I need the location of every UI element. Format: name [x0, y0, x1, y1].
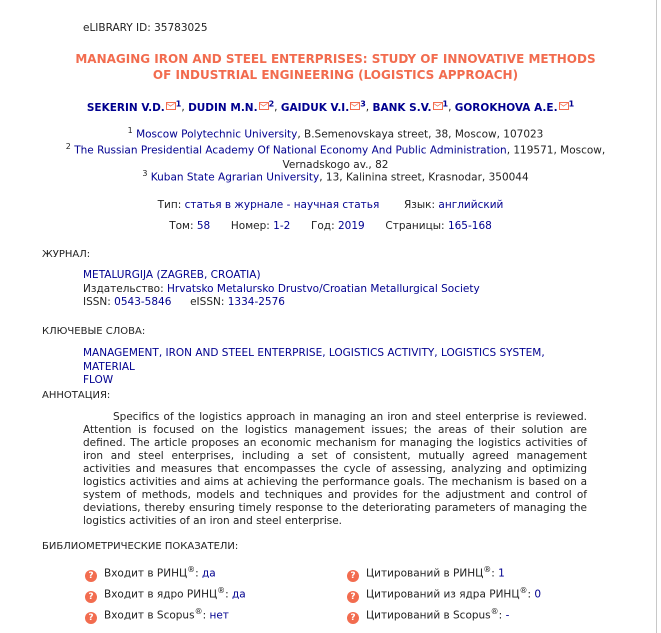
issn-value: 0543-5846	[114, 296, 172, 308]
pages-label: Страницы:	[385, 220, 445, 232]
affiliation-sup: 3	[142, 169, 148, 178]
biblio-label: Цитирований в Scopus	[366, 609, 491, 622]
biblio-left-1	[85, 586, 246, 603]
affiliation-address: , B.Semenovskaya street, 38, Moscow, 107023	[297, 128, 544, 141]
registered-mark: ®	[519, 586, 528, 595]
eissn-value: 1334-2576	[227, 296, 285, 308]
biblio-sep: :	[498, 609, 503, 622]
biblio-sep: :	[202, 609, 207, 622]
biblio-label: Входит в Scopus	[104, 609, 195, 622]
biblio-left-2	[85, 607, 229, 624]
biblio-value: да	[202, 567, 216, 580]
affiliation-address: , 13, Kalinina street, Krasnodar, 350044	[319, 171, 529, 184]
author-item[interactable]	[280, 99, 366, 114]
author-item[interactable]	[454, 99, 575, 114]
biblio-sep: :	[195, 567, 199, 580]
journal-heading: ЖУРНАЛ:	[42, 249, 91, 260]
author-item[interactable]	[372, 99, 449, 114]
biblio-label: Цитирований из ядра РИНЦ	[366, 588, 520, 601]
author-affil-sup: 3	[360, 99, 366, 108]
author-item[interactable]	[86, 99, 182, 114]
pages-value: 165-168	[447, 220, 492, 232]
registered-mark: ®	[187, 565, 196, 574]
help-question-icon[interactable]: ?	[347, 612, 359, 624]
mail-icon[interactable]	[259, 102, 269, 110]
scrollbar-edge	[656, 0, 657, 633]
journal-name-link[interactable]: METALURGIJA (ZAGREB, CROATIA)	[83, 269, 261, 281]
abstract-heading: АННОТАЦИЯ:	[42, 390, 111, 401]
title-line-1: MANAGING IRON AND STEEL ENTERPRISES: STUDY OF INNOVATIVE METHODS	[75, 52, 596, 66]
help-question-icon[interactable]: ?	[85, 591, 97, 603]
author-link[interactable]: GOROKHOVA A.E.	[454, 101, 558, 114]
keywords-list[interactable]	[83, 347, 571, 388]
number-value[interactable]: 1-2	[273, 220, 291, 232]
type-language-line	[0, 199, 661, 211]
affiliation-org-link[interactable]: The Russian Presidential Academy Of National Economy And Public Administration	[74, 144, 507, 157]
help-question-icon[interactable]: ?	[347, 570, 359, 582]
eissn-label: eISSN:	[190, 296, 225, 308]
author-link[interactable]: SEKERIN V.D.	[86, 101, 165, 114]
mail-icon[interactable]	[433, 102, 443, 110]
biblio-right-0	[347, 565, 505, 582]
affiliation-org-link[interactable]: Kuban State Agrarian University	[150, 171, 320, 184]
biblio-value: да	[232, 588, 246, 601]
mail-icon[interactable]	[559, 102, 569, 110]
biblio-right-1	[347, 586, 541, 603]
volume-value: 58	[196, 220, 211, 232]
author-affil-sup: 2	[268, 99, 275, 108]
affiliation-3	[60, 167, 611, 185]
author-link[interactable]: BANK S.V.	[372, 101, 432, 114]
biblio-sep: :	[225, 588, 229, 601]
biblio-value: нет	[209, 609, 229, 622]
article-title	[30, 51, 641, 83]
mail-icon[interactable]	[166, 102, 176, 110]
affiliation-sup: 2	[65, 142, 71, 151]
language-value: английский	[438, 199, 504, 211]
number-label: Номер:	[230, 220, 270, 232]
elibrary-id: eLIBRARY ID: 35783025	[83, 22, 208, 34]
type-value: статья в журнале - научная статья	[184, 199, 380, 211]
issue-info-line	[0, 220, 661, 232]
biblio-right-2	[347, 607, 509, 624]
biblio-label: Цитирований в РИНЦ	[366, 567, 484, 580]
author-list: SEKERIN V.D. $^1$, DUDIN M.N. $^2$, GAIDUK V.I. $^3$, BANK S.V. $^1$, GOROKHOVA A.E. $^1$	[86, 99, 575, 114]
help-question-icon[interactable]: ?	[347, 591, 359, 603]
author-item[interactable]	[188, 99, 275, 114]
author-affil-sup: 1	[568, 99, 575, 108]
help-question-icon[interactable]: ?	[85, 570, 97, 582]
author-link[interactable]: DUDIN M.N.	[188, 101, 258, 114]
title-line-2: OF INDUSTRIAL ENGINEERING (LOGISTICS APPROACH)	[152, 68, 519, 82]
biblio-value: 0	[534, 588, 542, 601]
registered-mark: ®	[490, 607, 499, 616]
publisher-label: Издательство:	[83, 282, 164, 295]
affiliation-address: , 119571, Moscow,	[506, 144, 606, 157]
affiliation-org-link[interactable]: Moscow Polytechnic University	[136, 128, 298, 141]
help-question-icon[interactable]: ?	[85, 612, 97, 624]
keywords-line-1[interactable]: MANAGEMENT, IRON AND STEEL ENTERPRISE, LOGISTICS ACTIVITY, LOGISTICS SYSTEM, MATERIAL	[83, 347, 545, 373]
biblio-value: -	[505, 609, 510, 622]
biblio-label: Входит в РИНЦ	[104, 567, 188, 580]
affiliation-sup: 1	[127, 126, 133, 135]
registered-mark: ®	[194, 607, 203, 616]
author-affil-sup: 1	[442, 99, 449, 108]
author-link[interactable]: GAIDUK V.I.	[280, 101, 350, 114]
biblio-sep: :	[491, 567, 495, 580]
biblio-label: Входит в ядро РИНЦ	[104, 588, 218, 601]
issn-label: ISSN:	[83, 296, 111, 308]
registered-mark: ®	[217, 586, 226, 595]
author-affil-sup: 1	[175, 99, 182, 108]
journal-block	[83, 269, 480, 310]
biblio-left-0	[85, 565, 216, 582]
affiliation-address-2: Vernadskogo av., 82	[282, 158, 389, 171]
affiliation-1	[60, 124, 611, 142]
keywords-line-2[interactable]: FLOW	[83, 374, 114, 386]
volume-label: Том:	[169, 220, 194, 232]
year-label: Год:	[310, 220, 335, 232]
abstract-text: Specifics of the logistics approach in managing an iron and steel enterprise is reviewed. Attention is focused on the logistics management issues; the areas of their solution are defined. The article proposes an economic mechanism for managing the logistics activities of iron and steel enterprises, including a set of consistent, mutually agreed management activities and measures that encompasses the cycle of assessing, analyzing and optimizing logistics activities and aims at achieving the performance goals. The mechanism is based on a system of methods, models and techniques and provides for the adjustment and control of deviations, thereby ensuring timely response to the deteriorating parameters of managing the logistics activities of an iron and steel enterprise.	[83, 411, 587, 527]
publisher-link[interactable]: Hrvatsko Metalursko Drustvo/Croatian Metallurgical Society	[167, 282, 480, 295]
biblio-heading: БИБЛИОМЕТРИЧЕСКИЕ ПОКАЗАТЕЛИ:	[42, 541, 239, 552]
language-label: Язык:	[404, 199, 436, 211]
mail-icon[interactable]	[350, 102, 360, 110]
type-label: Тип:	[157, 199, 182, 211]
registered-mark: ®	[483, 565, 492, 574]
biblio-value: 1	[498, 567, 505, 580]
year-value: 2019	[337, 220, 365, 232]
biblio-sep: :	[527, 588, 532, 601]
keywords-heading: КЛЮЧЕВЫЕ СЛОВА:	[42, 326, 146, 337]
